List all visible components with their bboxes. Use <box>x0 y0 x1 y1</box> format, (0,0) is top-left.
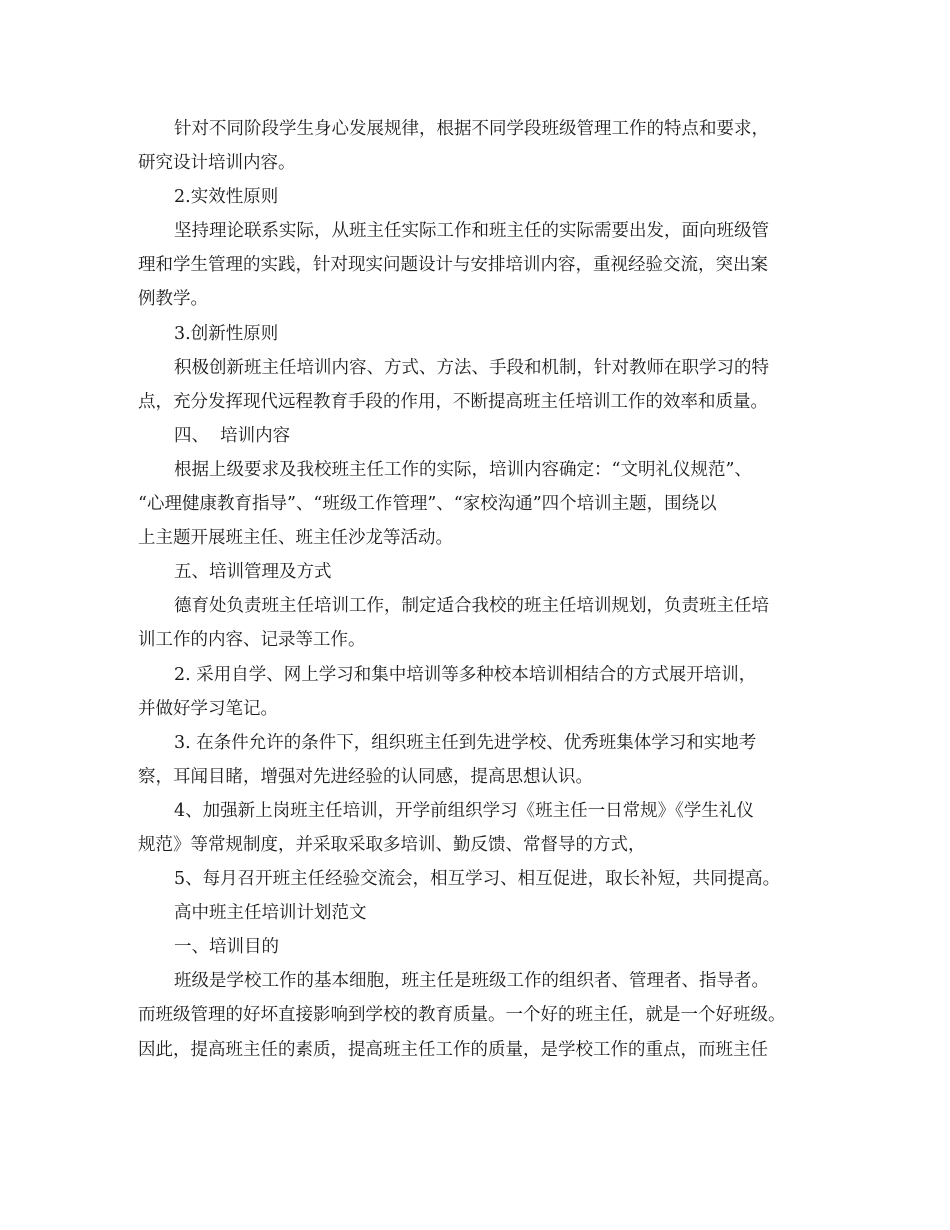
text-line: 一、培训目的 <box>174 937 279 958</box>
text-line: 五、培训管理及方式 <box>174 562 332 583</box>
document-body <box>138 112 818 1067</box>
text-line: 并做好学习笔记。 <box>138 698 278 719</box>
text-line: 研究设计培训内容。 <box>138 153 296 174</box>
text-line: 四、 培训内容 <box>174 425 291 446</box>
text-line: 例教学。 <box>138 289 208 310</box>
text-line: “心理健康教育指导”、“班级工作管理”、“家校沟通”四个培训主题，围绕以 <box>138 494 717 515</box>
text-line: 高中班主任培训计划范文 <box>174 903 367 924</box>
text-line: 根据上级要求及我校班主任工作的实际，培训内容确定：“文明礼仪规范”、 <box>174 459 752 480</box>
text-line: 点，充分发挥现代远程教育手段的作用，不断提高班主任培训工作的效率和质量。 <box>138 391 768 412</box>
text-line: 上主题开展班主任、班主任沙龙等活动。 <box>138 528 453 549</box>
text-line: 规范》等常规制度，并采取采取多培训、勤反馈、常督导的方式， <box>138 834 646 855</box>
text-line: 班级是学校工作的基本细胞，班主任是班级工作的组织者、管理者、指导者。 <box>174 971 769 992</box>
text-line: 4、加强新上岗班主任培训，开学前组织学习《班主任一日常规》《学生礼仪 <box>174 800 754 821</box>
text-line: 2.实效性原则 <box>174 187 279 208</box>
text-line: 察，耳闻目睹，增强对先进经验的认同感，提高思想认识。 <box>138 766 593 787</box>
text-line: 5、每月召开班主任经验交流会，相互学习、相互促进，取长补短，共同提高。 <box>174 869 781 890</box>
text-line: 德育处负责班主任培训工作，制定适合我校的班主任培训规划，负责班主任培 <box>174 596 769 617</box>
text-line: 针对不同阶段学生身心发展规律，根据不同学段班级管理工作的特点和要求， <box>174 119 769 139</box>
text-line: 训工作的内容、记录等工作。 <box>138 630 366 651</box>
text-line: 理和学生管理的实践，针对现实问题设计与安排培训内容，重视经验交流，突出案 <box>138 255 768 276</box>
text-line: 而班级管理的好坏直接影响到学校的教育质量。一个好的班主任，就是一个好班级。 <box>138 1005 786 1026</box>
text-line: 3. 在条件允许的条件下，组织班主任到先进学校、优秀班集体学习和实地考 <box>174 732 757 753</box>
text-line: 因此，提高班主任的素质，提高班主任工作的质量，是学校工作的重点，而班主任 <box>138 1039 768 1060</box>
text-line: 积极创新班主任培训内容、方式、方法、手段和机制，针对教师在职学习的特 <box>174 357 769 378</box>
text-line: 3.创新性原则 <box>174 323 279 344</box>
text-line: 2. 采用自学、网上学习和集中培训等多种校本培训相结合的方式展开培训， <box>174 664 757 685</box>
text-line: 坚持理论联系实际，从班主任实际工作和班主任的实际需要出发，面向班级管 <box>174 221 769 242</box>
